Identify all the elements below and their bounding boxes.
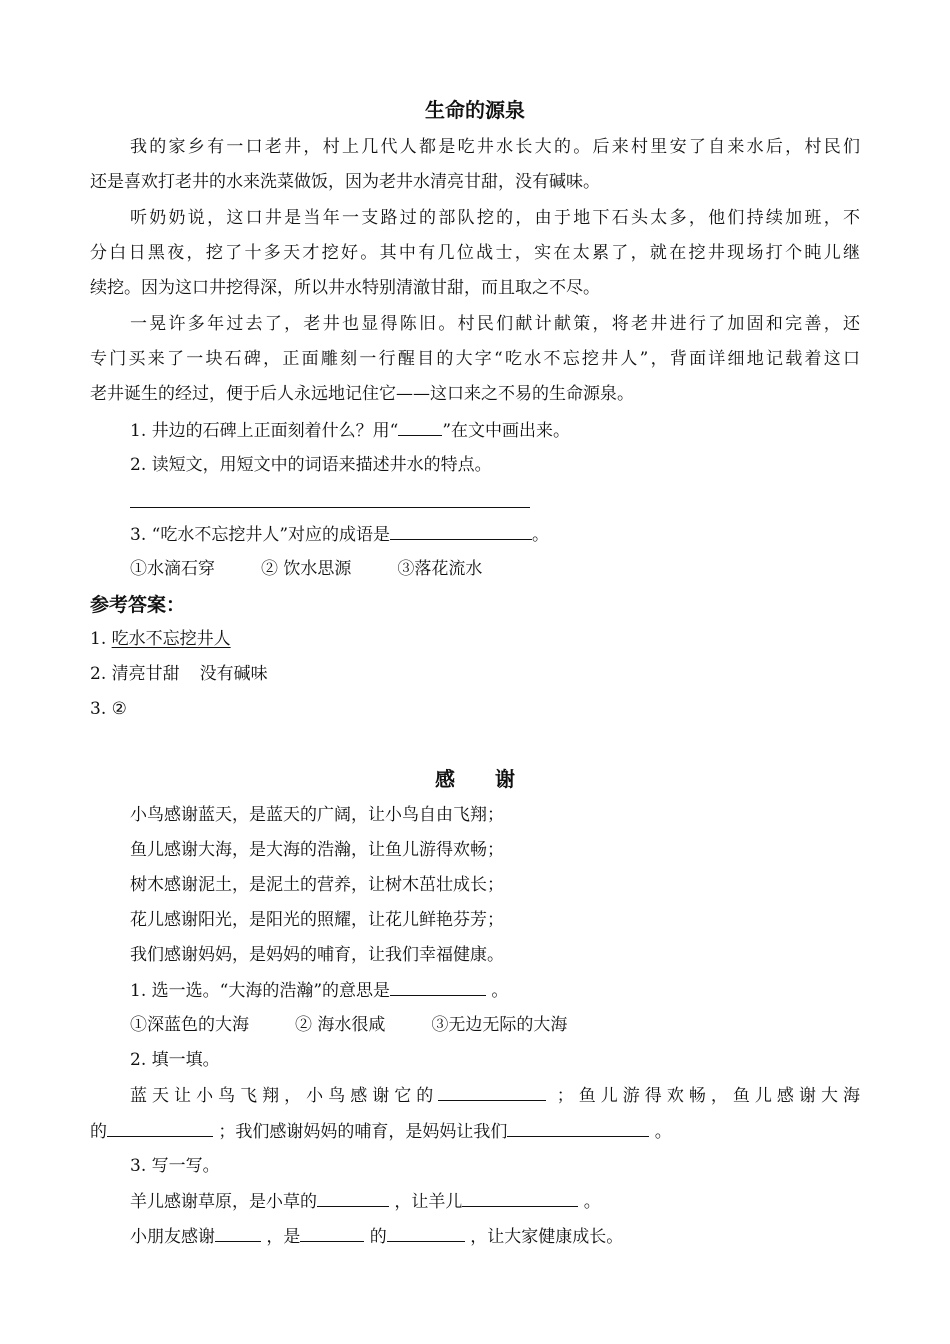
fill1-text-b: ；鱼儿游得欢畅，鱼儿感谢大海 <box>546 1086 860 1106</box>
story2-question-3: 3. 写一写。 <box>130 1156 220 1176</box>
story2-question-2: 2. 填一填。 <box>130 1050 220 1070</box>
poem-line-5: 我们感谢妈妈，是妈妈的哺育，让我们幸福健康。 <box>130 945 504 965</box>
fill2-text-a: 的 <box>90 1122 107 1142</box>
fill-line-2 <box>90 1119 672 1144</box>
answers-heading: 参考答案： <box>90 594 186 616</box>
s2-option-1[interactable]: ①深蓝色的大海 <box>130 1015 249 1035</box>
answer-1-number: 1. <box>90 629 112 649</box>
story1-question-1 <box>130 418 570 443</box>
story1-para2-line1: 听奶奶说，这口井是当年一支路过的部队挖的，由于地下石头太多，他们持续加班，不 <box>130 208 860 228</box>
answer-1 <box>90 627 231 651</box>
story1-para2-line2: 分白日黑夜，挖了十多天才挖好。其中有几位战士，实在太累了，就在挖井现场打个盹儿继 <box>90 243 860 263</box>
write1-text-c: 。 <box>578 1192 601 1212</box>
write-line-2 <box>130 1224 623 1249</box>
q1-text-b: ”在文中画出来。 <box>442 421 571 441</box>
story1-options <box>130 557 482 581</box>
q1-blank[interactable] <box>398 418 442 436</box>
story2-title: 感 谢 <box>435 767 515 791</box>
poem-line-2: 鱼儿感谢大海，是大海的浩瀚，让鱼儿游得欢畅； <box>130 840 504 860</box>
write2-text-a: 小朋友感谢 <box>130 1227 215 1247</box>
story1-para1-line1: 我的家乡有一口老井，村上几代人都是吃井水长大的。后来村里安了自来水后，村民们 <box>130 137 860 157</box>
answer-3: 3. ② <box>90 699 127 719</box>
fill1-text-a: 蓝天让小鸟飞翔，小鸟感谢它的 <box>130 1086 439 1106</box>
fill2-blank-2[interactable] <box>507 1119 649 1137</box>
fill2-text-b: ；我们感谢妈妈的哺育，是妈妈让我们 <box>213 1122 508 1142</box>
answer-2-part-2: 没有碱味 <box>199 664 268 684</box>
answer-2-number: 2. <box>90 664 112 684</box>
s2-option-3[interactable]: ③无边无际的大海 <box>431 1015 568 1035</box>
q1-text-a: 1. 井边的石碑上正面刻着什么？用“ <box>130 421 399 441</box>
story1-para3-line3: 老井诞生的经过，便于后人永远地记住它——这口来之不易的生命源泉。 <box>90 384 634 404</box>
q3-blank[interactable] <box>390 522 532 540</box>
option-1[interactable]: ①水滴石穿 <box>130 559 215 579</box>
option-3[interactable]: ③落花流水 <box>397 559 483 579</box>
s2-q1-text-b: 。 <box>486 981 509 1001</box>
q2-answer-line[interactable] <box>130 507 530 508</box>
option-2[interactable]: ② 饮水思源 <box>261 559 352 579</box>
q3-text-b: 。 <box>532 525 550 545</box>
write1-blank-1[interactable] <box>317 1189 389 1207</box>
s2-q1-blank[interactable] <box>390 978 486 996</box>
fill-line-1 <box>130 1083 860 1108</box>
answer-2-part-1: 清亮甘甜 <box>111 664 180 684</box>
story1-para3-line2: 专门买来了一块石碑，正面雕刻一行醒目的大字“吃水不忘挖井人”，背面详细地记载着这口 <box>90 349 860 369</box>
poem-line-3: 树木感谢泥土，是泥土的营养，让树木茁壮成长； <box>130 875 504 895</box>
poem-line-1: 小鸟感谢蓝天，是蓝天的广阔，让小鸟自由飞翔； <box>130 805 504 825</box>
write2-text-d: ，让大家健康成长。 <box>464 1227 624 1247</box>
s2-q1-text-a: 1. 选一选。“大海的浩瀚”的意思是 <box>130 981 391 1001</box>
story1-para2-line3: 续挖。因为这口井挖得深，所以井水特别清澈甘甜，而且取之不尽。 <box>90 278 600 298</box>
answer-1-text: 吃水不忘挖井人 <box>111 629 231 649</box>
fill2-blank-1[interactable] <box>107 1119 213 1137</box>
answer-2 <box>90 662 268 686</box>
write2-text-b: ，是 <box>261 1227 301 1247</box>
fill1-blank[interactable] <box>438 1083 546 1101</box>
q3-text-a: 3. “吃水不忘挖井人”对应的成语是 <box>130 525 391 545</box>
story1-title: 生命的源泉 <box>425 98 525 122</box>
write1-text-a: 羊儿感谢草原，是小草的 <box>130 1192 317 1212</box>
fill2-text-c: 。 <box>649 1122 672 1142</box>
write1-blank-2[interactable] <box>462 1189 578 1207</box>
poem-line-4: 花儿感谢阳光，是阳光的照耀，让花儿鲜艳芬芳； <box>130 910 504 930</box>
write2-text-c: 的 <box>364 1227 387 1247</box>
s2-option-2[interactable]: ② 海水很咸 <box>295 1015 386 1035</box>
story2-question-1 <box>130 978 508 1003</box>
story1-para3-line1: 一晃许多年过去了，老井也显得陈旧。村民们献计献策，将老井进行了加固和完善，还 <box>130 314 860 334</box>
write1-text-b: ，让羊儿 <box>389 1192 463 1212</box>
story1-question-2: 2. 读短文，用短文中的词语来描述井水的特点。 <box>130 455 492 475</box>
write2-blank-2[interactable] <box>300 1224 364 1242</box>
story2-options <box>130 1013 567 1037</box>
story1-para1-line2: 还是喜欢打老井的水来洗菜做饭，因为老井水清亮甘甜，没有碱味。 <box>90 172 600 192</box>
write-line-1 <box>130 1189 601 1214</box>
story1-question-3 <box>130 522 549 547</box>
write2-blank-1[interactable] <box>215 1224 261 1242</box>
write2-blank-3[interactable] <box>387 1224 465 1242</box>
